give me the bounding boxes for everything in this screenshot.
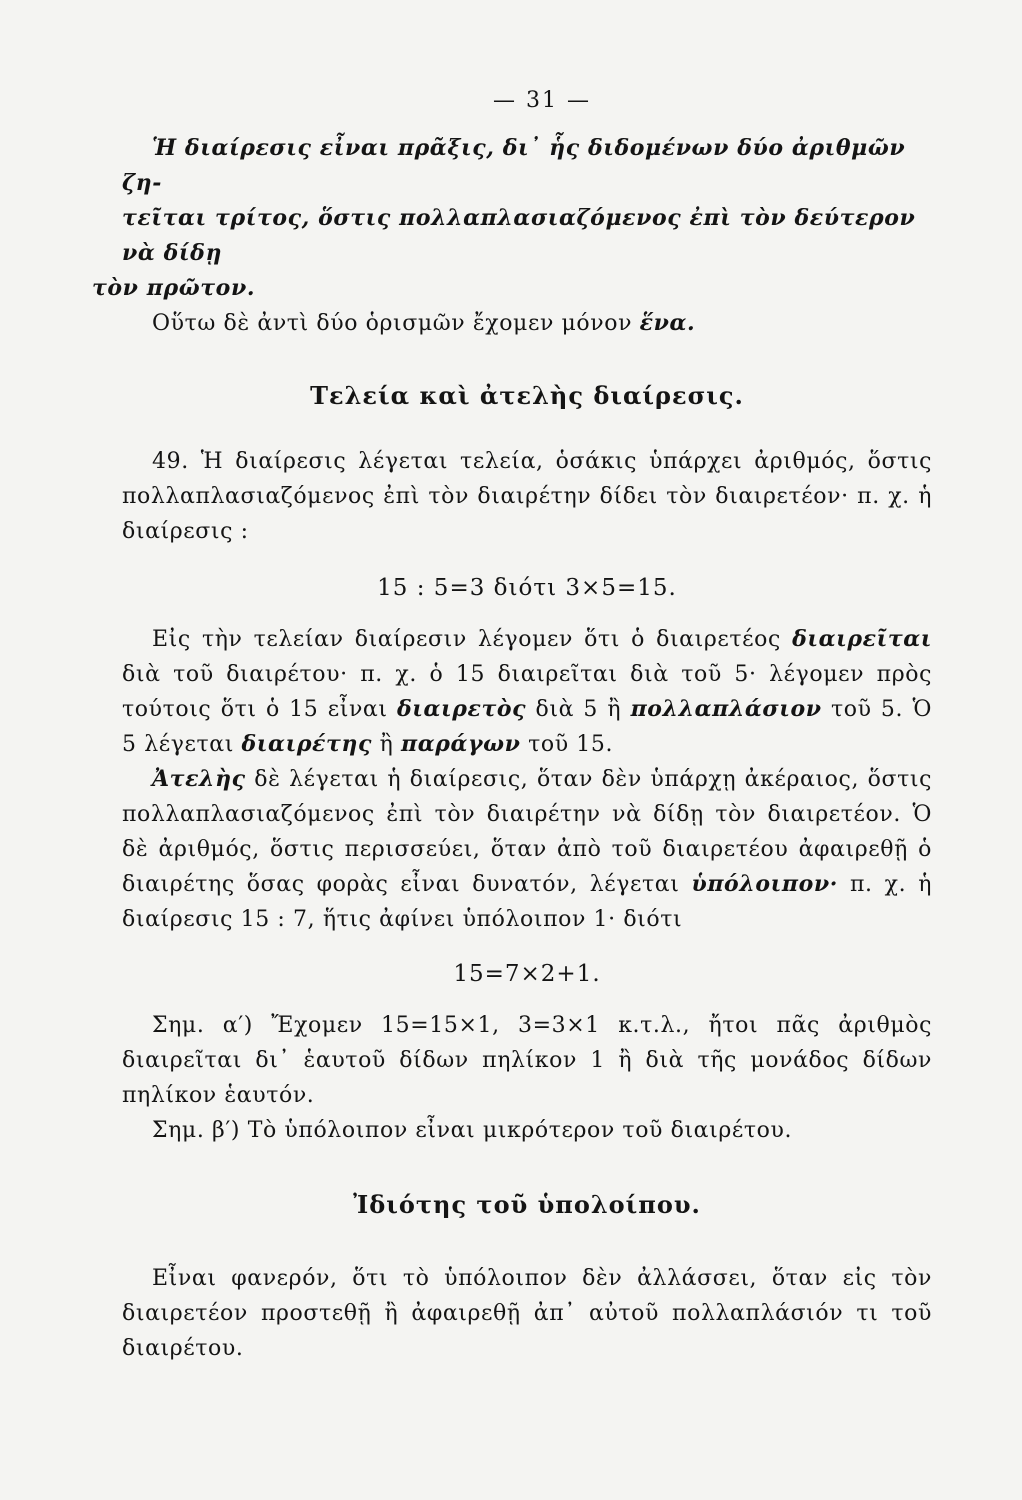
definition-block <box>92 131 932 341</box>
term-divisor: διαιρέτης <box>241 731 373 757</box>
perfect-division-paragraph <box>122 622 932 762</box>
definition-line-1: Ἡ διαίρεσις εἶναι πρᾶξις, δι᾽ ἧς διδομένων δύο ἀριθμῶν ζη- <box>122 135 906 196</box>
imperfect-division-paragraph <box>122 762 932 937</box>
section-heading-perfect-imperfect: Τελεία καὶ ἀτελὴς διαίρεσις. <box>310 381 744 410</box>
definition-note-emphasis: ἕνα. <box>639 310 696 336</box>
perfect-text-2: διὰ τοῦ διαιρέτου· π. χ. ὁ 15 διαιρεῖται διὰ τοῦ 5· λέγομεν πρὸς τούτοις ὅτι ὁ 15 εἶναι <box>122 662 932 722</box>
perfect-text-6: τοῦ 15. <box>528 732 614 757</box>
note-beta: Σημ. β′) Τὸ ὑπόλοιπον εἶναι μικρότερον τοῦ διαιρέτου. <box>152 1118 793 1143</box>
perfect-text-1: Εἰς τὴν τελείαν διαίρεσιν λέγομεν ὅτι ὁ διαιρετέος <box>152 627 781 652</box>
note-alpha: Σημ. α′) Ἔχομεν 15=15×1, 3=3×1 κ.τ.λ., ἤτοι πᾶς ἀριθμὸς διαιρεῖται δι᾽ ἑαυτοῦ δίδων πηλίκον 1 ἢ διὰ τῆς μονάδος δίδων πηλίκον ἑαυτόν. <box>122 1013 932 1108</box>
term-multiple: πολλαπλάσιον <box>630 696 822 722</box>
imperfect-text-2: π. χ. ἡ διαίρεσις 15 : 7, ἥτις ἀφίνει ὑπόλοιπον 1· διότι <box>122 872 932 932</box>
definition-line-2: τεῖται τρίτος, ὅστις πολλαπλασιαζόμενος ἐπὶ τὸν δεύτερον νὰ δίδῃ <box>122 205 916 266</box>
definition-note <box>122 306 932 341</box>
formula-imperfect-division: 15=7×2+1. <box>453 961 601 987</box>
page-number: — 31 — <box>493 88 591 113</box>
term-divided: διαιρεῖται <box>792 626 933 652</box>
perfect-text-3: διὰ 5 ἢ <box>535 697 622 722</box>
definition-note-text: Οὕτω δὲ ἀντὶ δύο ὁρισμῶν ἔχομεν μόνον <box>152 311 633 336</box>
term-remainder: ὑπόλοιπον· <box>691 871 838 897</box>
remainder-property-paragraph: Εἶναι φανερόν, ὅτι τὸ ὑπόλοιπον δὲν ἀλλάσσει, ὅταν εἰς τὸν διαιρετέον προστεθῇ ἢ ἀφαιρεθῇ ἀπ᾽ αὐτοῦ πολλαπλάσιόν τι τοῦ διαιρέτου. <box>122 1266 932 1361</box>
perfect-text-5: ἢ <box>379 732 394 757</box>
term-imperfect: Ἀτελὴς <box>152 766 246 792</box>
term-divisible: διαιρετὸς <box>396 696 527 722</box>
section-49-paragraph: 49. Ἡ διαίρεσις λέγεται τελεία, ὁσάκις ὑπάρχει ἀριθμός, ὅστις πολλαπλασιαζόμενος ἐπὶ τὸν διαιρέτην δίδει τὸν διαιρετέον· π. χ. ἡ διαίρεσις : <box>122 449 932 544</box>
definition-line-3: τὸν πρῶτον. <box>92 275 256 301</box>
definition-paragraph <box>92 131 932 306</box>
imperfect-text-1: δὲ λέγεται ἡ διαίρεσις, ὅταν δὲν ὑπάρχῃ ἀκέραιος, ὅστις πολλαπλασιαζόμενος ἐπὶ τὸν διαιρέτην νὰ δίδῃ τὸν διαιρετέον. Ὁ δὲ ἀριθμός, ὅστις περισσεύει, ὅταν ἀπὸ τοῦ διαιρετέου ἀφαιρεθῇ ὁ διαιρέτης ὅσας φορὰς εἶναι δυνατόν, λέγεται <box>122 767 932 897</box>
section-heading-remainder-property: Ἰδιότης τοῦ ὑπολοίπου. <box>353 1190 701 1219</box>
perfect-text-4: τοῦ 5. Ὁ 5 λέγεται <box>122 697 932 757</box>
formula-perfect-division: 15 : 5=3 διότι 3×5=15. <box>377 575 677 601</box>
term-factor: παράγων <box>401 731 521 757</box>
